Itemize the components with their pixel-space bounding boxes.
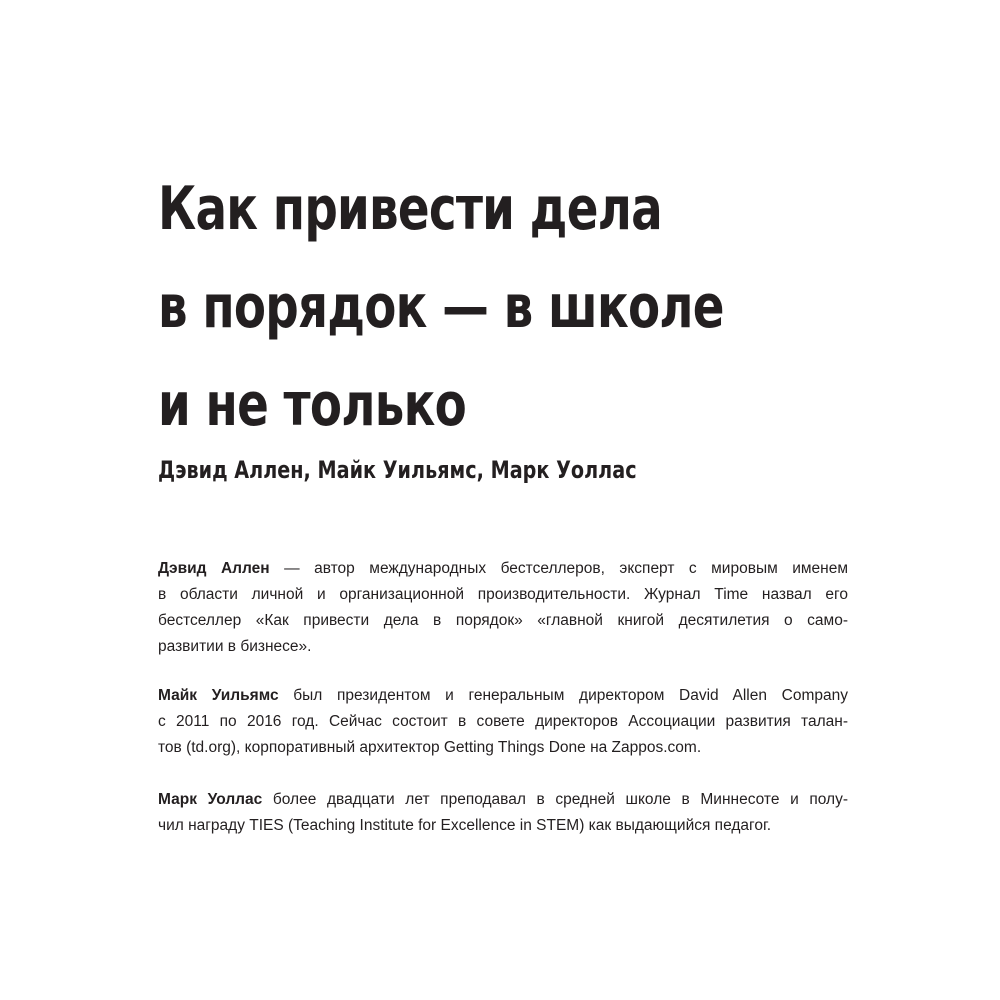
title-line-1: Как привести дела <box>158 174 662 244</box>
bio-line: Майк Уильямс был президентом и генеральным директором David Allen Company <box>158 687 848 704</box>
book-title <box>158 160 724 454</box>
author-name: Дэвид Аллен <box>158 560 270 577</box>
title-line-2: в порядок — в школе <box>158 272 724 342</box>
author-bio-williams <box>158 683 848 761</box>
author-bio-wallace <box>158 787 848 839</box>
title-line-3: и не только <box>158 370 466 440</box>
author-name: Майк Уильямс <box>158 687 279 704</box>
bio-line: бестселлер «Как привести дела в порядок» «главной книгой десятилетия о само- <box>158 612 848 629</box>
bio-line: тов (td.org), корпоративный архитектор Getting Things Done на Zappos.com. <box>158 739 702 756</box>
bio-line: развитии в бизнесе». <box>158 638 312 655</box>
author-name: Марк Уоллас <box>158 791 263 808</box>
authors-line: Дэвид Аллен, Майк Уильямс, Марк Уоллас <box>158 456 637 484</box>
bio-line: с 2011 по 2016 год. Сейчас состоит в совете директоров Ассоциации развития талан- <box>158 713 848 730</box>
bio-line: чил награду TIES (Teaching Institute for Excellence in STEM) как выдающийся педагог. <box>158 817 772 834</box>
author-bio-allen <box>158 556 848 660</box>
bio-line: Марк Уоллас более двадцати лет преподавал в средней школе в Миннесоте и полу- <box>158 791 848 808</box>
bio-line: Дэвид Аллен — автор международных бестселлеров, эксперт с мировым именем <box>158 560 848 577</box>
bio-line: в области личной и организационной производительности. Журнал Time назвал его <box>158 586 848 603</box>
